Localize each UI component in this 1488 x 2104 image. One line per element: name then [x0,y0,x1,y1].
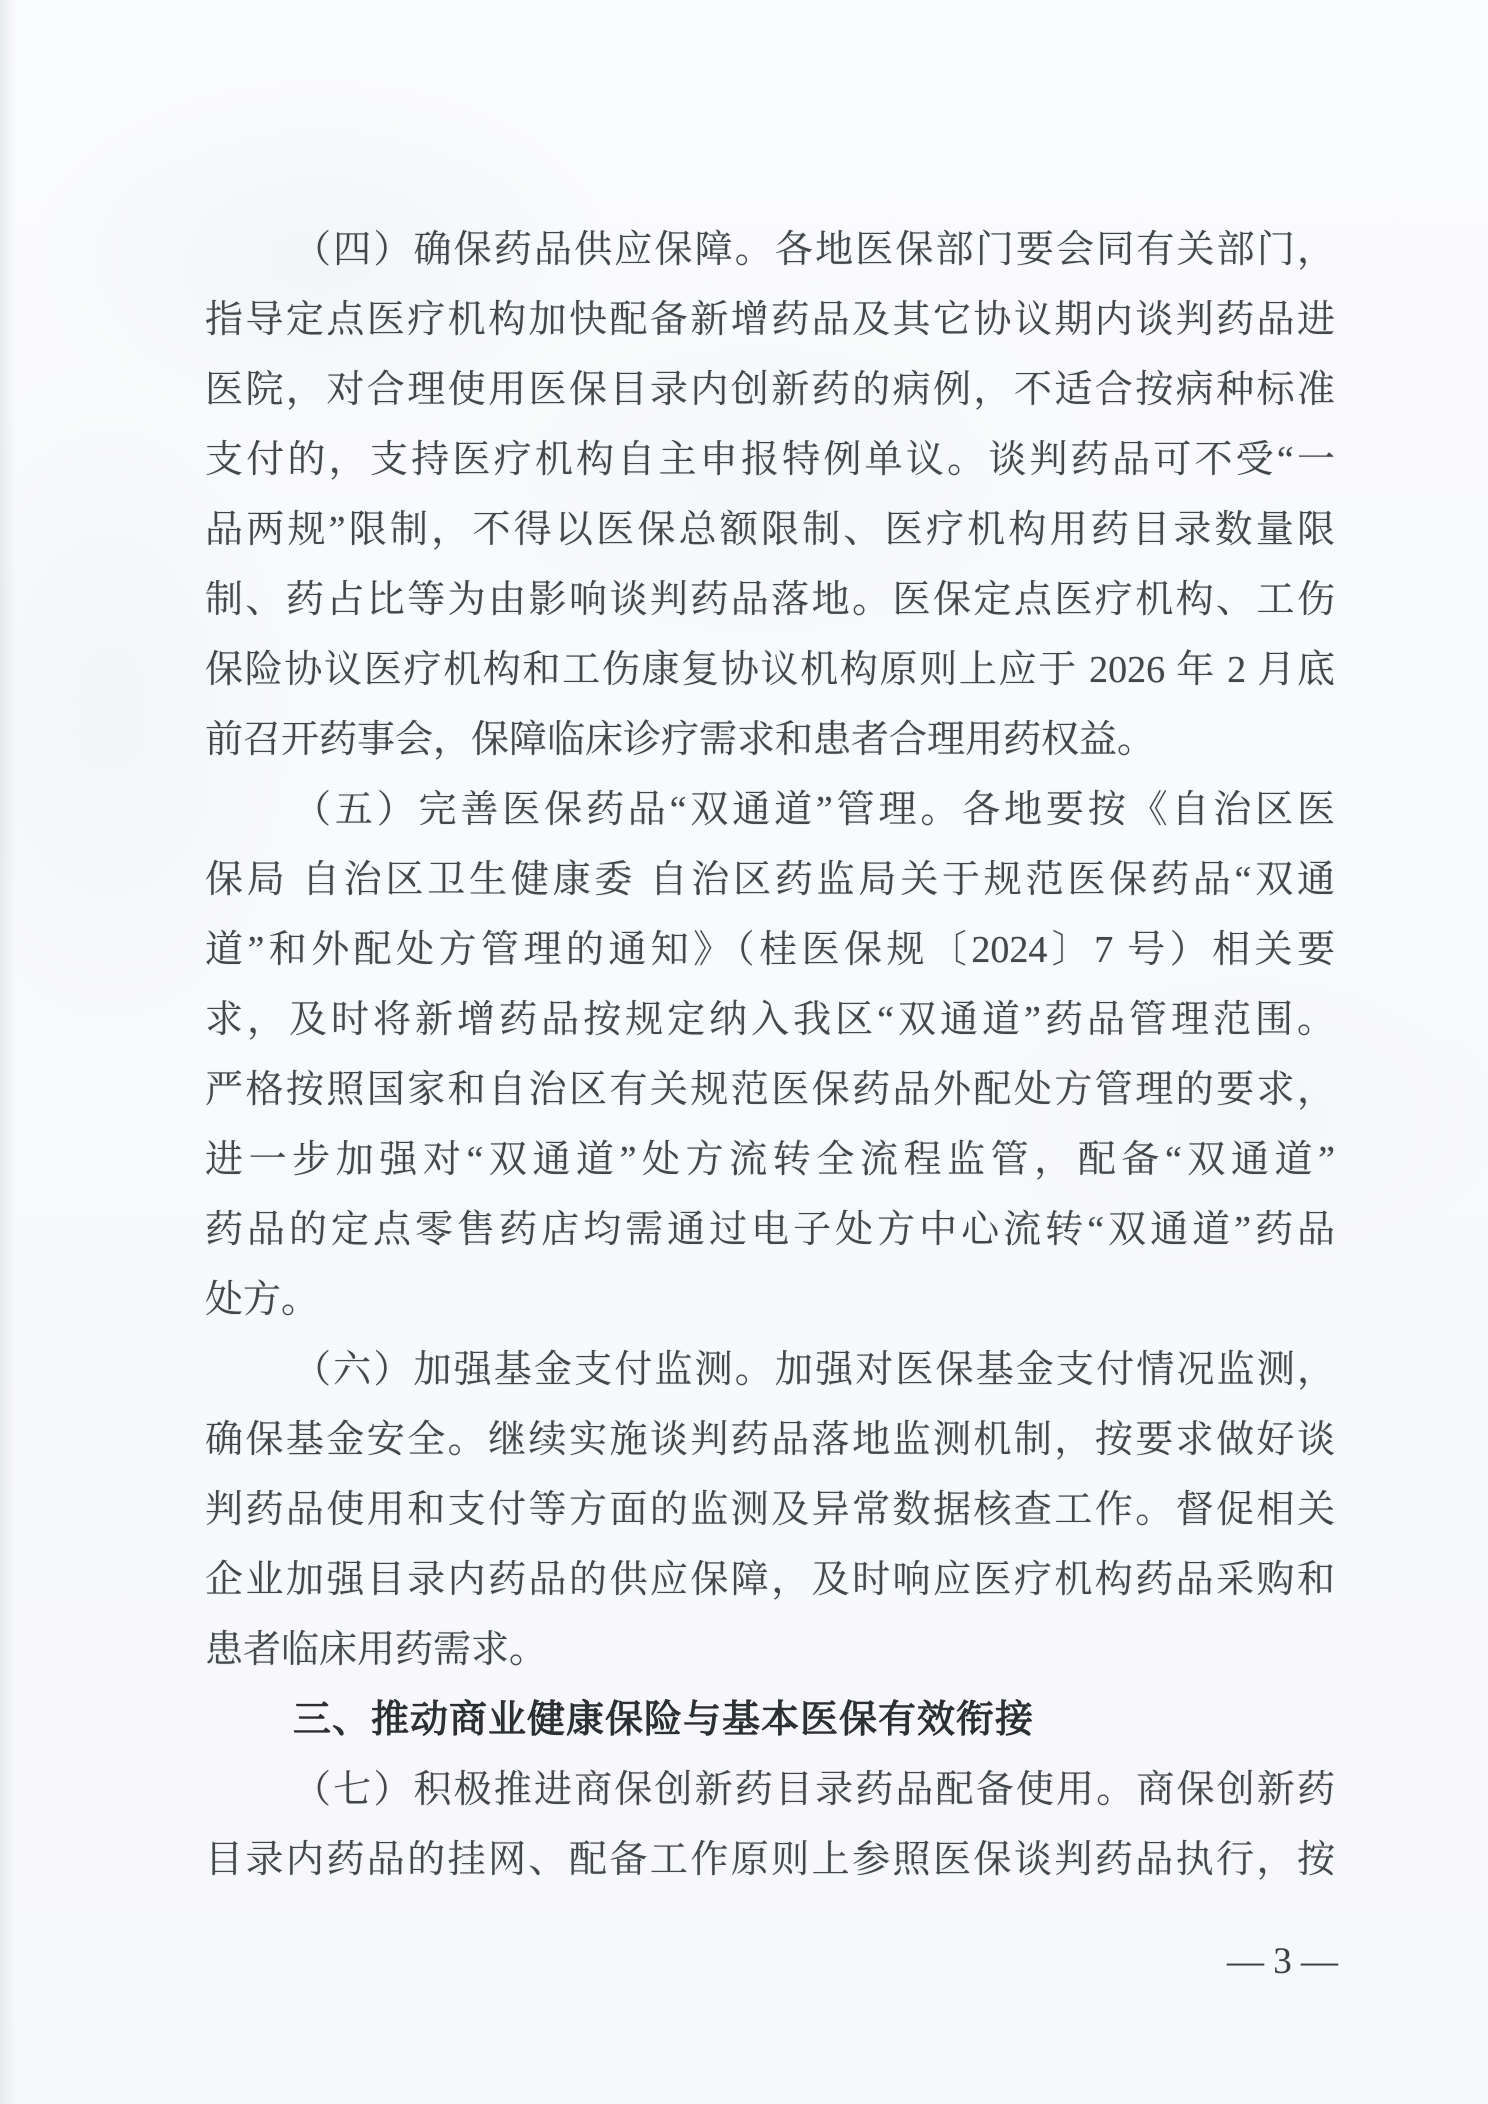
paragraph-4-line: 支付的，支持医疗机构自主申报特例单议。谈判药品可不受“一 [205,439,1335,481]
paragraph-4-line: 指导定点医疗机构加快配备新增药品及其它协议期内谈判药品进 [205,299,1335,341]
paragraph-5-line: 保局 自治区卫生健康委 自治区药监局关于规范医保药品“双通 [205,859,1335,901]
paragraph-7-line: （七）积极推进商保创新药目录药品配备使用。商保创新药 [293,1769,1335,1811]
paragraph-6-line: 判药品使用和支付等方面的监测及异常数据核查工作。督促相关 [205,1489,1335,1531]
paragraph-7-line: 目录内药品的挂网、配备工作原则上参照医保谈判药品执行，按 [205,1839,1335,1881]
paragraph-4-line: （四）确保药品供应保障。各地医保部门要会同有关部门， [293,229,1335,271]
paragraph-5-line: （五）完善医保药品“双通道”管理。各地要按《自治区医 [293,789,1335,831]
paragraph-6-line: 患者临床用药需求。 [205,1629,548,1671]
paragraph-5-line: 严格按照国家和自治区有关规范医保药品外配处方管理的要求， [205,1069,1335,1111]
paragraph-5-line: 药品的定点零售药店均需通过电子处方中心流转“双通道”药品 [205,1209,1335,1251]
paragraph-5-line: 求，及时将新增药品按规定纳入我区“双通道”药品管理范围。 [205,999,1335,1041]
paragraph-4-line: 医院，对合理使用医保目录内创新药的病例，不适合按病种标准 [205,369,1335,411]
page-number: — 3 — [1227,1941,1338,1982]
paragraph-5-line: 道”和外配处方管理的通知》（桂医保规〔2024〕7 号）相关要 [205,929,1335,971]
document-body [205,215,1335,1895]
paragraph-4-line: 保险协议医疗机构和工伤康复协议机构原则上应于 2026 年 2 月底 [205,649,1335,691]
paragraph-4-line: 制、药占比等为由影响谈判药品落地。医保定点医疗机构、工伤 [205,579,1335,621]
paragraph-5-line: 进一步加强对“双通道”处方流转全流程监管，配备“双通道” [205,1139,1335,1181]
paragraph-6-line: 企业加强目录内药品的供应保障，及时响应医疗机构药品采购和 [205,1559,1335,1601]
paragraph-6-line: 确保基金安全。继续实施谈判药品落地监测机制，按要求做好谈 [205,1419,1335,1461]
section-heading: 三、推动商业健康保险与基本医保有效衔接 [293,1699,1035,1741]
paragraph-5-line: 处方。 [205,1279,320,1321]
paragraph-4-line: 前召开药事会，保障临床诊疗需求和患者合理用药权益。 [205,719,1156,761]
paragraph-4-line: 品两规”限制，不得以医保总额限制、医疗机构用药目录数量限 [205,509,1335,551]
paragraph-6-line: （六）加强基金支付监测。加强对医保基金支付情况监测， [293,1349,1335,1391]
